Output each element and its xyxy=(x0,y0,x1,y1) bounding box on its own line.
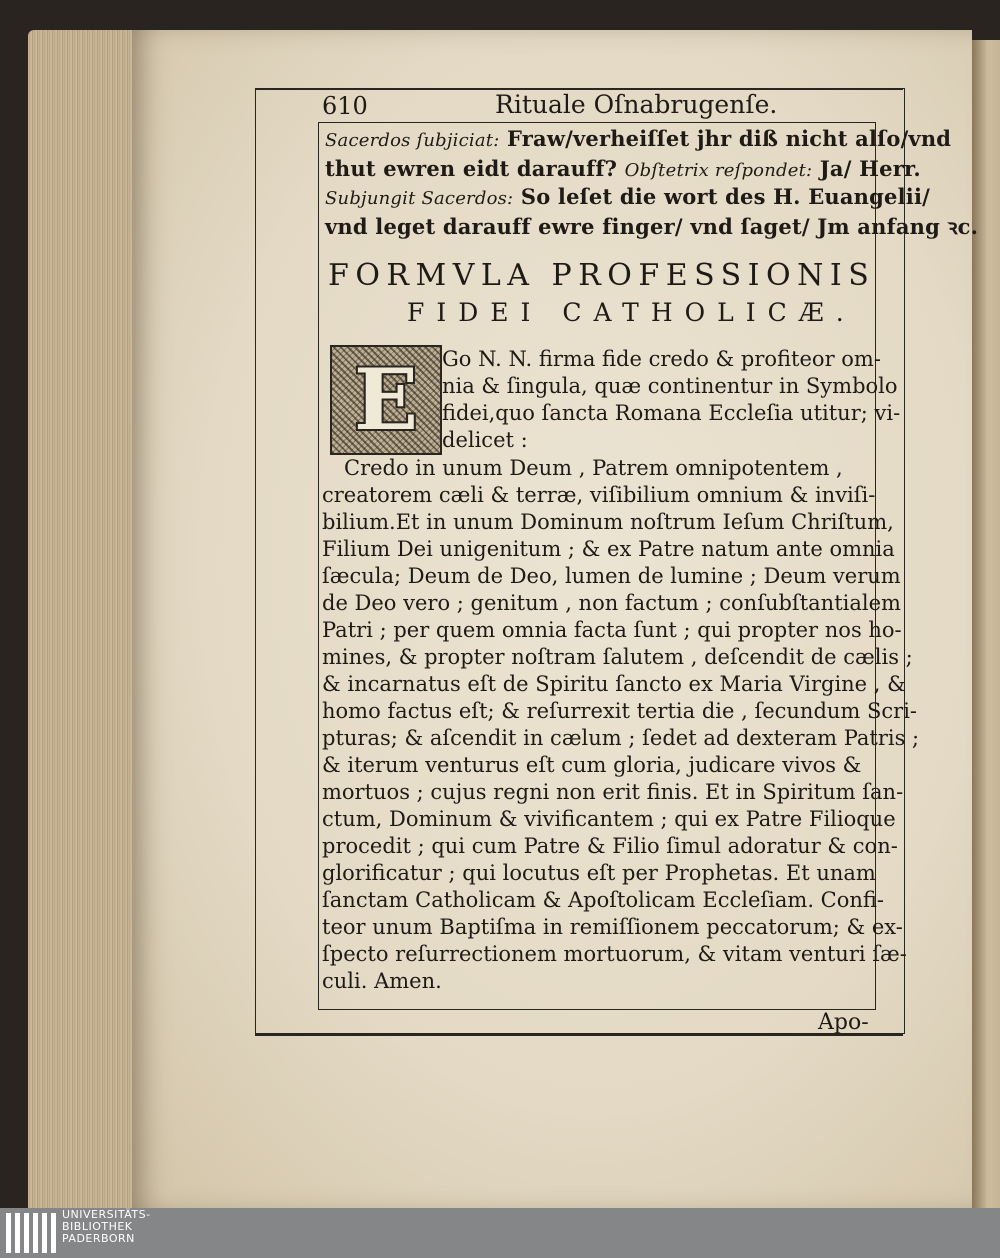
opening-line: Go N. N. firma fide credo & profiteor om- xyxy=(442,347,881,371)
intro-line: vnd leget darauff ewre finger/ vnd ſaget/ Jm anfang ꝛc. xyxy=(325,214,979,239)
creed-line: de Deo vero ; genitum , non factum ; conſubſtantialem xyxy=(322,591,901,615)
creed-line: Credo in unum Deum , Patrem omnipotentem , xyxy=(344,456,843,480)
creed-line: & incarnatus eſt de Spiritu ſancto ex Maria Virgine , & xyxy=(322,672,906,696)
running-title: Rituale Oſnabrugenſe. xyxy=(495,90,778,119)
creed-line: culi. Amen. xyxy=(322,969,442,993)
creed-line: homo factus eſt; & reſurrexit tertia die , ſecundum Scri- xyxy=(322,699,918,723)
creed-line: mortuos ; cujus regni non erit finis. Et in Spiritum ſan- xyxy=(322,780,904,804)
creed-line: ctum, Dominum & vivificantem ; qui ex Patre Filioque xyxy=(322,807,896,831)
creed-line: pturas; & aſcendit in cælum ; ſedet ad dexteram Patris ; xyxy=(322,726,920,750)
opening-line: delicet : xyxy=(442,428,528,452)
creed-line: ſpecto reſurrectionem mortuorum, & vitam venturi ſæ- xyxy=(322,942,907,966)
library-logo-text: UNIVERSITÄTS- BIBLIOTHEK PADERBORN xyxy=(62,1208,151,1245)
creed-line: bilium.Et in unum Dominum noſtrum Ieſum Chriſtum, xyxy=(322,510,894,534)
creed-line: procedit ; qui cum Patre & Filio ſimul adoratur & con- xyxy=(322,834,898,858)
creed-line: glorificatur ; qui locutus eſt per Prophetas. Et unam xyxy=(322,861,876,885)
creed-line: teor unum Baptiſma in remiſſionem peccatorum; & ex- xyxy=(322,915,903,939)
creed-line: mines, & propter noſtram ſalutem , deſcendit de cælis ; xyxy=(322,645,913,669)
library-logo-icon xyxy=(6,1213,56,1253)
section-title: FORMVLA PROFESSIONIS xyxy=(328,258,876,293)
opening-line: nia & ſingula, quæ continentur in Symbolo xyxy=(442,374,898,398)
intro-line: Sacerdos ſubjiciat: Fraw/verheiſſet jhr diß nicht alſo/vnd xyxy=(325,126,952,151)
page-number: 610 xyxy=(322,92,368,120)
intro-line: thut ewren eidt darauff? Obſtetrix reſpondet: Ja/ Herr. xyxy=(325,156,921,181)
creed-line: & iterum venturus eſt cum gloria, judicare vivos & xyxy=(322,753,862,777)
footer-rule xyxy=(255,1034,903,1036)
creed-line: Filium Dei unigenitum ; & ex Patre natum ante omnia xyxy=(322,537,895,561)
page-block-edge xyxy=(28,30,140,1208)
creed-line: ſæcula; Deum de Deo, lumen de lumine ; Deum verum xyxy=(322,564,901,588)
creed-line: creatorem cæli & terræ, viſibilium omnium & inviſi- xyxy=(322,483,876,507)
intro-line: Subjungit Sacerdos: So leſet die wort des H. Euangelii/ xyxy=(325,184,930,209)
decorated-initial: E xyxy=(330,345,442,455)
opening-line: fidei,quo ſancta Romana Eccleſia utitur; vi- xyxy=(442,401,901,425)
catchword: Apo- xyxy=(818,1010,869,1035)
creed-line: ſanctam Catholicam & Apoſtolicam Eccleſiam. Confi- xyxy=(322,888,885,912)
creed-line: Patri ; per quem omnia facta ſunt ; qui propter nos ho- xyxy=(322,618,902,642)
section-subtitle: FIDEI CATHOLICÆ. xyxy=(407,298,856,327)
